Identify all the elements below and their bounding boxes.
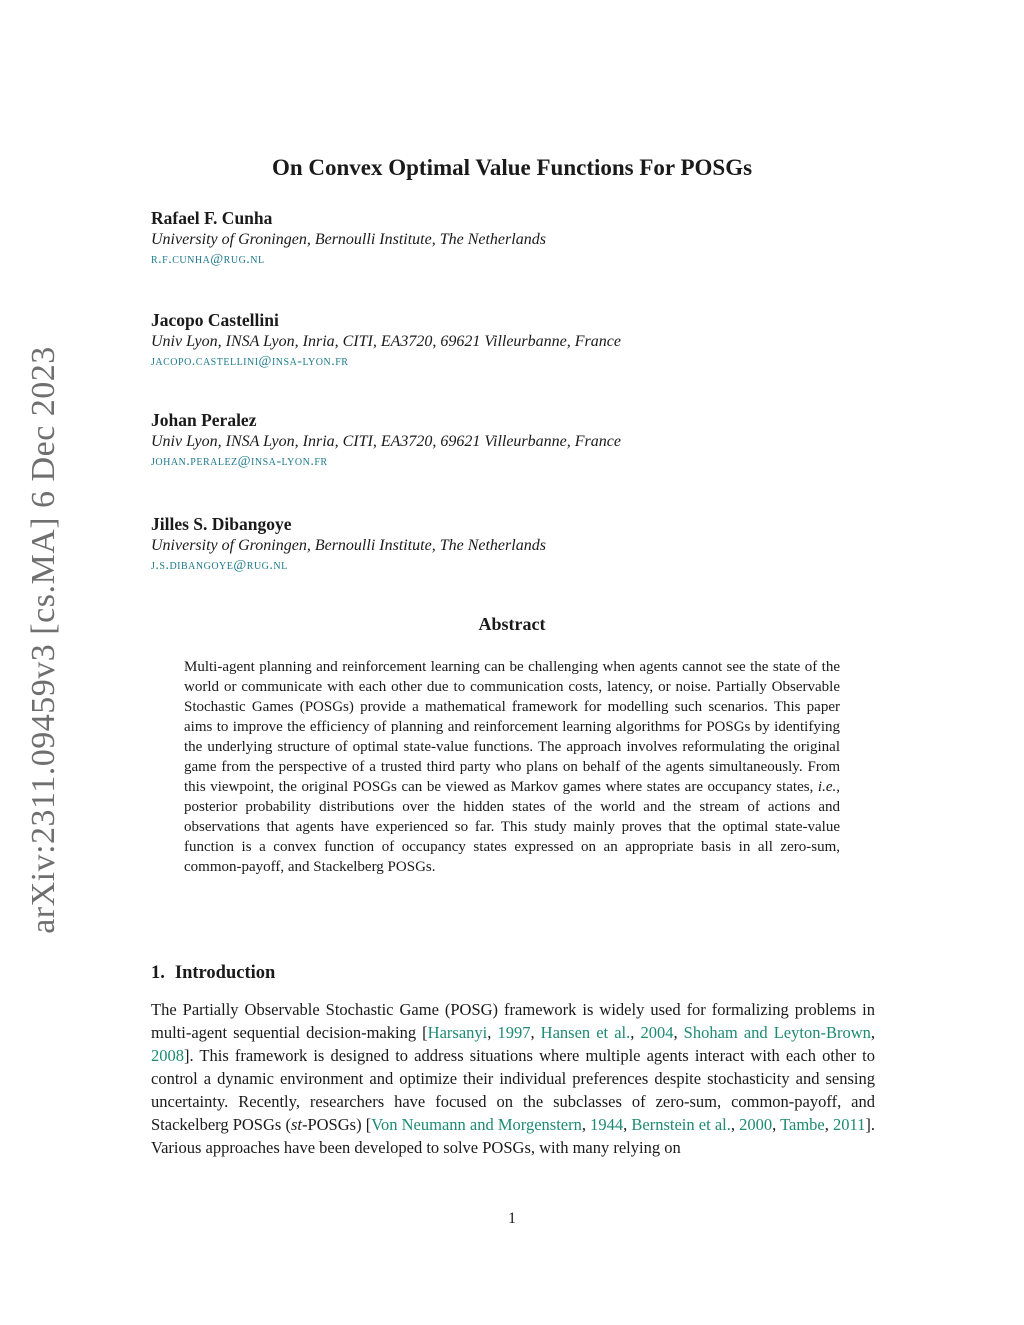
- author-email-link[interactable]: johan.peralez@insa-lyon.fr: [151, 454, 328, 469]
- author-name: Johan Peralez: [151, 410, 257, 430]
- citation-separator: ,: [824, 1115, 834, 1134]
- citation-separator: ,: [673, 1023, 684, 1042]
- citation-separator: ,: [772, 1115, 781, 1134]
- citation-separator: ,: [730, 1115, 740, 1134]
- page-number: 1: [508, 1210, 516, 1227]
- author-block: [151, 309, 871, 372]
- author-affiliation: Univ Lyon, INSA Lyon, Inria, CITI, EA3720, 69621 Villeurbanne, France: [151, 333, 621, 350]
- author-name: Rafael F. Cunha: [151, 208, 273, 228]
- abstract-text: [184, 657, 840, 877]
- citation-link[interactable]: 2004: [640, 1023, 674, 1042]
- author-block: [151, 513, 871, 576]
- citation-link[interactable]: 2008: [151, 1046, 184, 1065]
- citation-link[interactable]: Bernstein et al.: [631, 1115, 731, 1134]
- intro-text: ]. This framework is designed to address situations where multiple agents interact with each other to control a dynamic environment and optimize their individual preferences despite stochasticity and sensing uncertainty. Recently, researchers have focused on the subclasses of zero-sum, common-payoff, and Stackelberg POSGs (: [151, 1046, 875, 1134]
- intro-paragraph: [151, 998, 875, 1159]
- author-email-link[interactable]: jacopo.castellini@insa-lyon.fr: [151, 354, 349, 369]
- citation-link[interactable]: Tambe: [780, 1115, 825, 1134]
- section-heading: [151, 963, 275, 984]
- citation-separator: ,: [870, 1023, 875, 1042]
- citation-separator: ,: [581, 1115, 591, 1134]
- citation-separator: ,: [530, 1023, 541, 1042]
- citation-separator: ,: [630, 1023, 641, 1042]
- author-name: Jilles S. Dibangoye: [151, 514, 292, 534]
- citation-separator: ,: [487, 1023, 498, 1042]
- section-title: Introduction: [174, 963, 276, 983]
- author-block: [151, 409, 871, 472]
- author-affiliation: University of Groningen, Bernoulli Institute, The Netherlands: [151, 231, 546, 248]
- citation-separator: ,: [623, 1115, 632, 1134]
- author-affiliation: Univ Lyon, INSA Lyon, Inria, CITI, EA3720, 69621 Villeurbanne, France: [151, 433, 621, 450]
- author-affiliation: University of Groningen, Bernoulli Institute, The Netherlands: [151, 537, 546, 554]
- author-name: Jacopo Castellini: [151, 310, 279, 330]
- citation-link[interactable]: Shoham and Leyton-Brown: [683, 1023, 871, 1042]
- intro-text: ]. Various approaches have been developed to solve POSGs, with many relying on: [151, 1115, 876, 1157]
- intro-text: -POSGs) [: [301, 1115, 372, 1134]
- citation-link[interactable]: 1997: [497, 1023, 531, 1042]
- abstract-emphasis: i.e.,: [817, 779, 840, 795]
- intro-emphasis: st: [290, 1115, 302, 1134]
- author-email-link[interactable]: j.s.dibangoye@rug.nl: [151, 558, 288, 573]
- abstract-text-part: Multi-agent planning and reinforcement learning can be challenging when agents cannot see the state of the world or communicate with each other due to communication costs, latency, or noise. Partially Observable Stochastic Games (POSGs) provide a mathematical framework for modelling such scenarios. This paper aims to improve the efficiency of planning and reinforcement learning algorithms for POSGs by identifying the underlying structure of optimal state-value functions. The approach involves reformulating the original game from the perspective of a trusted third party who plans on behalf of the agents simultaneously. From this viewpoint, the original POSGs can be viewed as Markov games where states are occupancy states,: [184, 659, 840, 795]
- intro-text: The Partially Observable Stochastic Game (POSG) framework is widely used for formalizing problems in multi-agent sequential decision-making [: [151, 1000, 875, 1042]
- section-number: 1.: [151, 963, 165, 983]
- paper-title: On Convex Optimal Value Functions For POSGs: [271, 155, 753, 180]
- citation-link[interactable]: Harsanyi: [427, 1023, 488, 1042]
- citation-link[interactable]: Von Neumann and Morgenstern: [371, 1115, 582, 1134]
- author-block: [151, 207, 871, 270]
- abstract-text-part: posterior probability distributions over the hidden states of the world and the stream of actions and observations that agents have experienced so far. This study mainly proves that the optimal state-value function is a convex function of occupancy states expressed on an appropriate basis in all zero-sum, common-payoff, and Stackelberg POSGs.: [184, 799, 840, 875]
- citation-link[interactable]: Hansen et al.: [540, 1023, 631, 1042]
- citation-link[interactable]: 1944: [590, 1115, 624, 1134]
- citation-link[interactable]: 2011: [833, 1115, 866, 1134]
- author-email-link[interactable]: r.f.cunha@rug.nl: [151, 252, 265, 267]
- citation-link[interactable]: 2000: [739, 1115, 773, 1134]
- arxiv-identifier: arXiv:2311.09459v3 [cs.MA] 6 Dec 2023: [25, 346, 62, 934]
- abstract-heading: Abstract: [478, 614, 546, 634]
